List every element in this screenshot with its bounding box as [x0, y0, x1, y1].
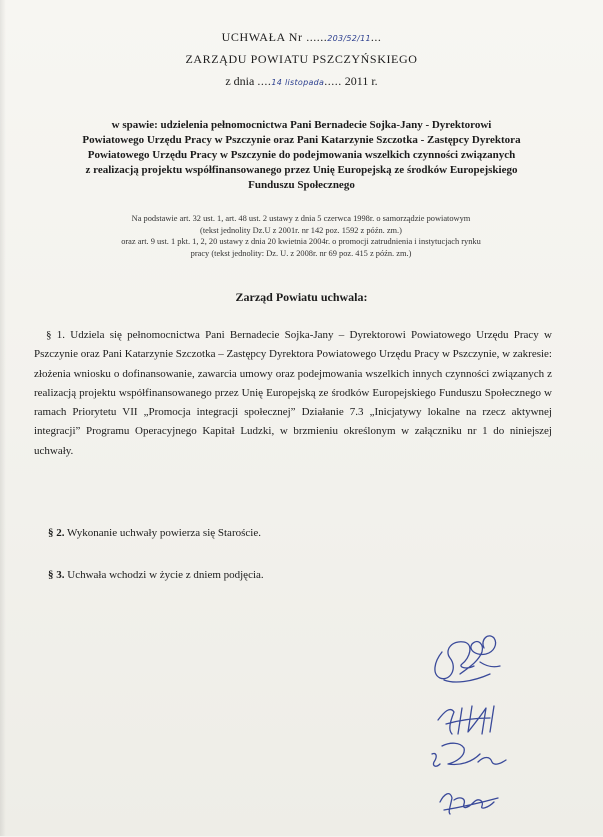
date-dots-right: .....: [324, 74, 342, 88]
handwritten-signatures: [420, 622, 540, 832]
signatures-drawing: [420, 622, 540, 832]
section-2-paragraph: [48, 527, 261, 539]
resolution-dots-left: ......: [306, 30, 328, 44]
subject-line-2: Powiatowego Urzędu Pracy w Pszczynie oraz Pani Katarzynie Szczotka - Zastępcy Dyrektora: [82, 134, 521, 146]
subject-line-1: w spawie: udzielenia pełnomocnictwa Pani Bernadecie Sojka-Jany - Dyrektorowi: [111, 119, 492, 131]
legal-basis-line-4: pracy (tekst jednolity: Dz. U. z 2008r. nr 69 poz. 415 z późn. zm.): [190, 248, 412, 258]
signature-2: [438, 706, 494, 734]
resolution-date-line: [0, 74, 603, 89]
section-3-label: § 3.: [48, 569, 65, 581]
section-3-paragraph: [48, 569, 264, 581]
resolution-prefix: UCHWAŁA Nr: [221, 30, 307, 44]
legal-basis-line-3: oraz art. 9 ust. 1 pkt. 1, 2, 20 ustawy z dnia 20 kwietnia 2004r. o promocji zatrudnienia i instytucjach rynku: [121, 237, 481, 246]
subject-line-4: z realizacją projektu współfinansowanego przez Unię Europejską ze środków Europejskiego: [85, 164, 518, 176]
board-title: ZARZĄDU POWIATU PSZCZYŃSKIEGO: [185, 52, 418, 66]
resolution-dots-right: ...: [370, 30, 382, 44]
subject-line-5: Funduszu Społecznego: [248, 179, 355, 191]
subject-line-3: Powiatowego Urzędu Pracy w Pszczynie do podejmowania wszelkich czynności związanych: [87, 149, 516, 161]
legal-basis: [46, 213, 556, 259]
section-2-text: Wykonanie uchwały powierza się Staroście.: [64, 527, 261, 539]
legal-basis-line-1: Na podstawie art. 32 ust. 1, art. 48 ust. 2 ustawy z dnia 5 czerwca 1998r. o samorządzie powiatowym: [131, 214, 471, 223]
section-2-label: § 2.: [48, 527, 65, 539]
resolution-number-handwritten: 203/52/11: [327, 34, 371, 43]
resolution-subject: [18, 118, 585, 193]
date-handwritten: 14 listopada: [271, 78, 325, 87]
scan-edge-shadow: [0, 0, 6, 836]
section-1-paragraph: § 1. Udziela się pełnomocnictwa Pani Bernadecie Sojka-Jany – Dyrektorowi Powiatowego Urzędu Pracy w Pszczynie oraz Pani Katarzynie Szczotka – Zastępcy Dyrektora Powiatowego Urzędu Pracy w Pszczynie, w zakresie: złożenia wniosku o dofinansowanie, zawarcia umowy oraz podejmowania wszelkich innych czynności związanych z realizacją projektu współfinansowanego przez Unię Europejską ze środków Europejskiego Funduszu Społecznego w ramach Priorytetu VII „Promocja integracji społecznej” Działanie 7.3 „Inicjatywy lokalne na rzecz aktywnej integracji” Programu Operacyjnego Kapitał Ludzki, w brzmieniu określonym w załączniku nr 1 do niniejszej uchwały.: [34, 329, 552, 457]
signature-3: [432, 743, 506, 766]
signature-1: [435, 636, 500, 682]
date-suffix: 2011 r.: [341, 74, 378, 88]
date-prefix: z dnia: [225, 74, 258, 88]
legal-basis-line-2: (tekst jednolity Dz.U z 2001r. nr 142 poz. 1592 z późn. zm.): [200, 225, 402, 235]
resolves-heading: Zarząd Powiatu uchwala:: [235, 290, 368, 304]
section-3-text: Uchwała wchodzi w życie z dniem podjęcia.: [64, 569, 264, 581]
date-dots-left: ....: [257, 74, 272, 88]
resolution-number-line: [0, 30, 603, 45]
signature-4: [440, 794, 498, 814]
